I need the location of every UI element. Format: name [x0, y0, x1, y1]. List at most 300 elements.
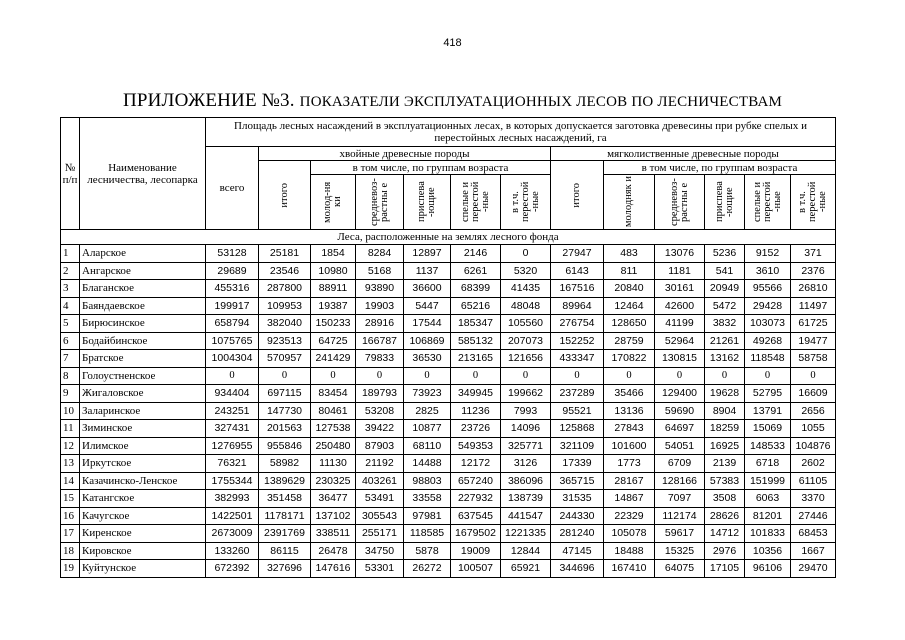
table-cell: 0	[604, 367, 655, 385]
table-cell: 13136	[604, 402, 655, 420]
table-cell: 19387	[311, 297, 356, 315]
forestry-name: Киренское	[80, 525, 206, 543]
table-cell: 570957	[259, 350, 311, 368]
table-cell: 118585	[404, 525, 451, 543]
table-cell: 39422	[356, 420, 404, 438]
table-cell: 64075	[655, 560, 705, 578]
header-name: Наименование лесничества, лесопарка	[80, 118, 206, 230]
table-cell: 11130	[311, 455, 356, 473]
table-cell: 41199	[655, 315, 705, 333]
table-cell: 58982	[259, 455, 311, 473]
table-cell: 199662	[501, 385, 551, 403]
table-cell: 147616	[311, 560, 356, 578]
header-conifer-age: молод-ня ки	[311, 175, 356, 230]
table-cell: 93890	[356, 280, 404, 298]
table-cell: 0	[356, 367, 404, 385]
table-cell: 3610	[745, 262, 791, 280]
table-cell: 1755344	[206, 472, 259, 490]
header-deciduous-age: молодняк и	[604, 175, 655, 230]
table-cell: 26810	[791, 280, 836, 298]
table-cell: 29428	[745, 297, 791, 315]
table-cell: 58758	[791, 350, 836, 368]
table-cell: 1389629	[259, 472, 311, 490]
table-cell: 31535	[551, 490, 604, 508]
forestry-name: Иркутское	[80, 455, 206, 473]
table-cell: 2376	[791, 262, 836, 280]
table-cell: 811	[604, 262, 655, 280]
table-cell: 1221335	[501, 525, 551, 543]
table-cell: 48048	[501, 297, 551, 315]
table-cell: 105560	[501, 315, 551, 333]
table-cell: 64697	[655, 420, 705, 438]
table-cell: 20949	[705, 280, 745, 298]
row-number: 9	[61, 385, 80, 403]
table-cell: 150233	[311, 315, 356, 333]
table-cell: 8284	[356, 245, 404, 263]
table-cell: 28916	[356, 315, 404, 333]
table-cell: 28759	[604, 332, 655, 350]
table-cell: 83454	[311, 385, 356, 403]
table-cell: 14488	[404, 455, 451, 473]
table-cell: 5447	[404, 297, 451, 315]
table-cell: 23726	[451, 420, 501, 438]
table-cell: 64725	[311, 332, 356, 350]
table-cell: 18259	[705, 420, 745, 438]
table-cell: 19903	[356, 297, 404, 315]
table-cell: 1178171	[259, 507, 311, 525]
table-cell: 65921	[501, 560, 551, 578]
table-cell: 287800	[259, 280, 311, 298]
table-cell: 1773	[604, 455, 655, 473]
table-cell: 0	[791, 367, 836, 385]
table-cell: 105078	[604, 525, 655, 543]
row-number: 10	[61, 402, 80, 420]
table-cell: 30161	[655, 280, 705, 298]
table-cell: 199917	[206, 297, 259, 315]
table-cell: 637545	[451, 507, 501, 525]
table-cell: 20840	[604, 280, 655, 298]
table-cell: 104876	[791, 437, 836, 455]
row-number: 5	[61, 315, 80, 333]
row-number: 17	[61, 525, 80, 543]
forestry-name: Кировское	[80, 542, 206, 560]
table-cell: 255171	[356, 525, 404, 543]
table-cell: 33558	[404, 490, 451, 508]
row-number: 15	[61, 490, 80, 508]
table-cell: 138739	[501, 490, 551, 508]
table-cell: 96106	[745, 560, 791, 578]
table-cell: 151999	[745, 472, 791, 490]
table-cell: 25181	[259, 245, 311, 263]
header-conifer-age: средневоз-растны е	[356, 175, 404, 230]
row-number: 6	[61, 332, 80, 350]
row-number: 3	[61, 280, 80, 298]
forestry-name: Голоустненское	[80, 367, 206, 385]
table-cell: 2146	[451, 245, 501, 263]
table-row	[61, 437, 836, 455]
table-cell: 10980	[311, 262, 356, 280]
table-cell: 5472	[705, 297, 745, 315]
table-cell: 101600	[604, 437, 655, 455]
table-cell: 101833	[745, 525, 791, 543]
table-cell: 73923	[404, 385, 451, 403]
table-row	[61, 560, 836, 578]
table-cell: 441547	[501, 507, 551, 525]
table-cell: 35466	[604, 385, 655, 403]
table-cell: 658794	[206, 315, 259, 333]
table-cell: 243251	[206, 402, 259, 420]
forestry-name: Баяндаевское	[80, 297, 206, 315]
table-cell: 541	[705, 262, 745, 280]
table-cell: 1004304	[206, 350, 259, 368]
table-cell: 170822	[604, 350, 655, 368]
table-cell: 112174	[655, 507, 705, 525]
table-cell: 81201	[745, 507, 791, 525]
forestry-name: Куйтунское	[80, 560, 206, 578]
table-cell: 15325	[655, 542, 705, 560]
table-cell: 230325	[311, 472, 356, 490]
table-cell: 11236	[451, 402, 501, 420]
header-conifer-age: приспева -ющие	[404, 175, 451, 230]
table-cell: 152252	[551, 332, 604, 350]
table-cell: 349945	[451, 385, 501, 403]
table-cell: 14867	[604, 490, 655, 508]
table-cell: 2825	[404, 402, 451, 420]
forestry-name: Казачинско-Ленское	[80, 472, 206, 490]
table-cell: 365715	[551, 472, 604, 490]
table-row	[61, 245, 836, 263]
table-row	[61, 472, 836, 490]
table-cell: 2656	[791, 402, 836, 420]
table-cell: 53208	[356, 402, 404, 420]
table-cell: 0	[259, 367, 311, 385]
table-cell: 1679502	[451, 525, 501, 543]
table-cell: 1854	[311, 245, 356, 263]
table-row	[61, 490, 836, 508]
table-cell: 36530	[404, 350, 451, 368]
table-cell: 127538	[311, 420, 356, 438]
table-cell: 1181	[655, 262, 705, 280]
table-cell: 2602	[791, 455, 836, 473]
table-cell: 52964	[655, 332, 705, 350]
table-cell: 585132	[451, 332, 501, 350]
table-cell: 3832	[705, 315, 745, 333]
table-cell: 68399	[451, 280, 501, 298]
table-cell: 955846	[259, 437, 311, 455]
table-cell: 281240	[551, 525, 604, 543]
table-cell: 52795	[745, 385, 791, 403]
table-cell: 185347	[451, 315, 501, 333]
forestry-name: Братское	[80, 350, 206, 368]
table-row	[61, 350, 836, 368]
table-cell: 0	[311, 367, 356, 385]
table-cell: 121656	[501, 350, 551, 368]
table-row	[61, 297, 836, 315]
page-title	[0, 90, 905, 112]
table-cell: 2139	[705, 455, 745, 473]
table-cell: 483	[604, 245, 655, 263]
table-cell: 12897	[404, 245, 451, 263]
table-row	[61, 420, 836, 438]
table-cell: 250480	[311, 437, 356, 455]
header-deciduous-itogo: итого	[551, 161, 604, 230]
table-row	[61, 262, 836, 280]
row-number: 4	[61, 297, 80, 315]
table-cell: 0	[451, 367, 501, 385]
table-row	[61, 402, 836, 420]
table-cell: 16925	[705, 437, 745, 455]
table-cell: 21192	[356, 455, 404, 473]
table-cell: 103073	[745, 315, 791, 333]
table-cell: 18488	[604, 542, 655, 560]
title-rest: ПОКАЗАТЕЛИ ЭКСПЛУАТАЦИОННЫХ ЛЕСОВ ПО ЛЕСНИЧЕСТВАМ	[299, 94, 783, 110]
table-cell: 321109	[551, 437, 604, 455]
table-cell: 351458	[259, 490, 311, 508]
forestry-name: Катангское	[80, 490, 206, 508]
table-cell: 5320	[501, 262, 551, 280]
table-cell: 76321	[206, 455, 259, 473]
table-cell: 17339	[551, 455, 604, 473]
table-cell: 6143	[551, 262, 604, 280]
table-cell: 133260	[206, 542, 259, 560]
table-cell: 68110	[404, 437, 451, 455]
table-cell: 382040	[259, 315, 311, 333]
table-cell: 29470	[791, 560, 836, 578]
row-number: 16	[61, 507, 80, 525]
table-cell: 59690	[655, 402, 705, 420]
table-cell: 54051	[655, 437, 705, 455]
table-cell: 61725	[791, 315, 836, 333]
table-cell: 129400	[655, 385, 705, 403]
table-cell: 137102	[311, 507, 356, 525]
table-cell: 325771	[501, 437, 551, 455]
row-number: 2	[61, 262, 80, 280]
table-cell: 28167	[604, 472, 655, 490]
forestry-name: Бирюсинское	[80, 315, 206, 333]
table-cell: 0	[551, 367, 604, 385]
table-row	[61, 507, 836, 525]
table-cell: 327696	[259, 560, 311, 578]
header-conifer-itogo: итого	[259, 161, 311, 230]
table-cell: 1667	[791, 542, 836, 560]
table-cell: 934404	[206, 385, 259, 403]
table-cell: 549353	[451, 437, 501, 455]
table-cell: 26478	[311, 542, 356, 560]
table-cell: 88911	[311, 280, 356, 298]
table-cell: 386096	[501, 472, 551, 490]
table-cell: 0	[404, 367, 451, 385]
row-number: 13	[61, 455, 80, 473]
header-conifer: хвойные древесные породы	[259, 147, 551, 161]
table-cell: 27446	[791, 507, 836, 525]
table-cell: 11497	[791, 297, 836, 315]
table-cell: 17105	[705, 560, 745, 578]
table-cell: 21261	[705, 332, 745, 350]
table-cell: 26272	[404, 560, 451, 578]
table-cell: 5236	[705, 245, 745, 263]
table-row	[61, 367, 836, 385]
table-cell: 147730	[259, 402, 311, 420]
table-cell: 382993	[206, 490, 259, 508]
table-cell: 207073	[501, 332, 551, 350]
table-cell: 2976	[705, 542, 745, 560]
row-number: 12	[61, 437, 80, 455]
table-row	[61, 525, 836, 543]
table-cell: 53301	[356, 560, 404, 578]
table-cell: 59617	[655, 525, 705, 543]
table-cell: 87903	[356, 437, 404, 455]
table-cell: 47145	[551, 542, 604, 560]
table-cell: 12172	[451, 455, 501, 473]
title-prefix: ПРИЛОЖЕНИЕ №3.	[122, 90, 295, 111]
table-cell: 19477	[791, 332, 836, 350]
table-cell: 0	[745, 367, 791, 385]
table-cell: 167516	[551, 280, 604, 298]
table-row	[61, 542, 836, 560]
header-conifer-age: спелые и перестой -ные	[451, 175, 501, 230]
table-cell: 9152	[745, 245, 791, 263]
table-cell: 8904	[705, 402, 745, 420]
table-cell: 12844	[501, 542, 551, 560]
table-cell: 128166	[655, 472, 705, 490]
forestry-name: Жигаловское	[80, 385, 206, 403]
header-total: всего	[206, 147, 259, 230]
table-cell: 455316	[206, 280, 259, 298]
table-cell: 125868	[551, 420, 604, 438]
table-cell: 100507	[451, 560, 501, 578]
table-cell: 433347	[551, 350, 604, 368]
table-cell: 305543	[356, 507, 404, 525]
table-cell: 29689	[206, 262, 259, 280]
table-cell: 89964	[551, 297, 604, 315]
table-cell: 327431	[206, 420, 259, 438]
table-row	[61, 280, 836, 298]
table-cell: 19628	[705, 385, 745, 403]
row-number: 1	[61, 245, 80, 263]
forestry-name: Бодайбинское	[80, 332, 206, 350]
table-cell: 6709	[655, 455, 705, 473]
table-row	[61, 315, 836, 333]
table-cell: 15069	[745, 420, 791, 438]
table-cell: 244330	[551, 507, 604, 525]
table-cell: 276754	[551, 315, 604, 333]
table-cell: 109953	[259, 297, 311, 315]
header-area-caption: Площадь лесных насаждений в эксплуатационных лесах, в которых допускается заготовка древесины при рубке спелых и перестойных лесных насаждений, га	[206, 118, 836, 147]
forestry-name: Заларинское	[80, 402, 206, 420]
header-conifer-by-age: в том числе, по группам возраста	[311, 161, 551, 175]
table-cell: 79833	[356, 350, 404, 368]
table-cell: 0	[705, 367, 745, 385]
forestry-name: Зиминское	[80, 420, 206, 438]
forestry-name: Благанское	[80, 280, 206, 298]
table-cell: 128650	[604, 315, 655, 333]
table-cell: 68453	[791, 525, 836, 543]
table-cell: 17544	[404, 315, 451, 333]
row-number: 19	[61, 560, 80, 578]
table-cell: 65216	[451, 297, 501, 315]
table-cell: 1276955	[206, 437, 259, 455]
header-deciduous-age: приспева -ющие	[705, 175, 745, 230]
section-label: Леса, расположенные на землях лесного фонда	[61, 230, 836, 245]
table-cell: 237289	[551, 385, 604, 403]
table-cell: 28626	[705, 507, 745, 525]
table-cell: 98803	[404, 472, 451, 490]
table-cell: 7097	[655, 490, 705, 508]
table-cell: 7993	[501, 402, 551, 420]
table-cell: 57383	[705, 472, 745, 490]
table-cell: 371	[791, 245, 836, 263]
table-cell: 34750	[356, 542, 404, 560]
table-cell: 201563	[259, 420, 311, 438]
table-cell: 13162	[705, 350, 745, 368]
table-cell: 53128	[206, 245, 259, 263]
table-cell: 227932	[451, 490, 501, 508]
row-number: 11	[61, 420, 80, 438]
table-cell: 338511	[311, 525, 356, 543]
table-row	[61, 455, 836, 473]
table-cell: 2391769	[259, 525, 311, 543]
table-cell: 148533	[745, 437, 791, 455]
table-cell: 0	[501, 367, 551, 385]
header-deciduous-age: в т.ч. перестой -ные	[791, 175, 836, 230]
table-cell: 61105	[791, 472, 836, 490]
forestry-name: Аларское	[80, 245, 206, 263]
table-cell: 10877	[404, 420, 451, 438]
table-cell: 14096	[501, 420, 551, 438]
table-cell: 86115	[259, 542, 311, 560]
table-cell: 10356	[745, 542, 791, 560]
table-cell: 657240	[451, 472, 501, 490]
table-cell: 80461	[311, 402, 356, 420]
table-cell: 923513	[259, 332, 311, 350]
table-cell: 95521	[551, 402, 604, 420]
table-cell: 22329	[604, 507, 655, 525]
header-deciduous: мягколиственные древесные породы	[551, 147, 836, 161]
table-row	[61, 332, 836, 350]
header-deciduous-age: спелые и перестой -ные	[745, 175, 791, 230]
header-deciduous-by-age: в том числе, по группам возраста	[604, 161, 836, 175]
table-cell: 6718	[745, 455, 791, 473]
forestry-name: Илимское	[80, 437, 206, 455]
table-cell: 12464	[604, 297, 655, 315]
header-deciduous-age: средневоз-растны е	[655, 175, 705, 230]
row-number: 8	[61, 367, 80, 385]
table-cell: 13791	[745, 402, 791, 420]
table-cell: 49268	[745, 332, 791, 350]
table-cell: 36600	[404, 280, 451, 298]
table-cell: 0	[206, 367, 259, 385]
table-cell: 3370	[791, 490, 836, 508]
row-number: 18	[61, 542, 80, 560]
table-cell: 23546	[259, 262, 311, 280]
table-cell: 5878	[404, 542, 451, 560]
table-cell: 6063	[745, 490, 791, 508]
table-cell: 14712	[705, 525, 745, 543]
table-cell: 697115	[259, 385, 311, 403]
table-row	[61, 385, 836, 403]
table-cell: 3126	[501, 455, 551, 473]
table-cell: 27947	[551, 245, 604, 263]
table-cell: 19009	[451, 542, 501, 560]
table-cell: 5168	[356, 262, 404, 280]
row-number: 7	[61, 350, 80, 368]
forest-table	[60, 117, 836, 578]
table-cell: 0	[501, 245, 551, 263]
table-cell: 672392	[206, 560, 259, 578]
table-cell: 2673009	[206, 525, 259, 543]
table-cell: 95566	[745, 280, 791, 298]
table-cell: 97981	[404, 507, 451, 525]
